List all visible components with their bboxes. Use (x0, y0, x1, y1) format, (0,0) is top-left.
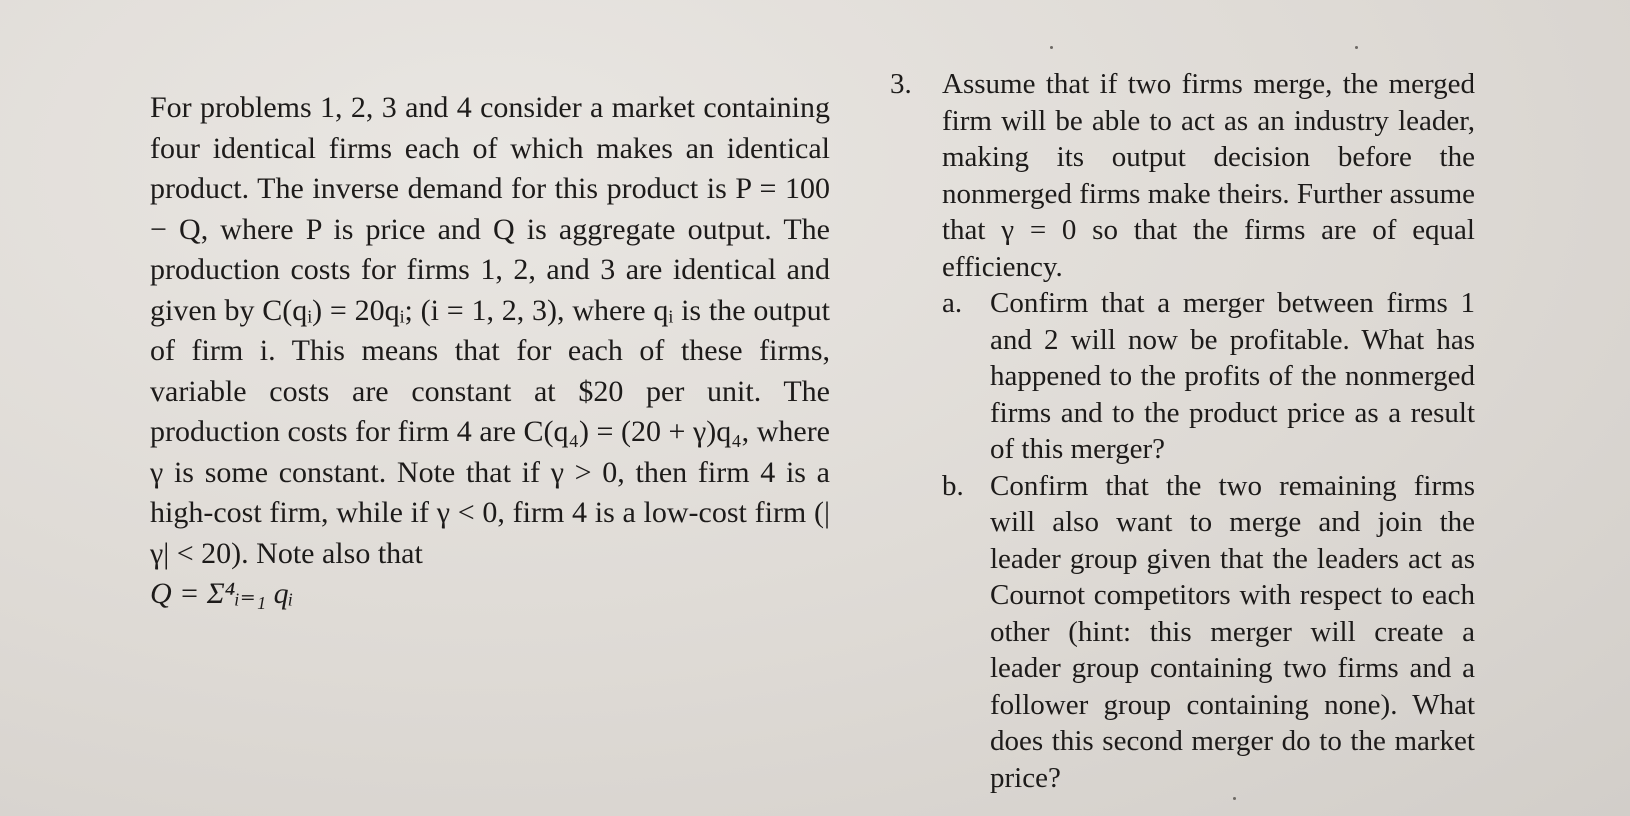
sub-question-letter: b. (942, 469, 964, 502)
paper-speck (1050, 46, 1053, 49)
problem-context-paragraph: For problems 1, 2, 3 and 4 consider a market containing four identical firms each of which makes an identical product. The inverse demand for this product is P = 100 − Q, where P is price and Q is aggregate output. The production costs for firms 1, 2, and 3 are identical and given by C(qᵢ) = 20qᵢ; (i = 1, 2, 3), where qᵢ is the output of firm i. This means that for each of these firms, variable costs are constant at $20 per unit. The production costs for firm 4 are C(q₄) = (20 + γ)q₄, where γ is some constant. Note that if γ > 0, then firm 4 is a high-cost firm, while if γ < 0, firm 4 is a low-cost firm (|γ| < 20). Note also that (150, 91, 830, 570)
aggregate-output-formula: Q = Σ⁴ᵢ₌₁ qᵢ (150, 577, 294, 610)
paper-speck (1233, 797, 1236, 800)
sub-question-letter: a. (942, 287, 963, 319)
question-column (890, 66, 1475, 796)
question-3 (890, 66, 1475, 285)
question-text: Assume that if two firms merge, the merged firm will be able to act as an industry leader, making its output decision before the nonmerged firms make theirs. Further assume that γ = 0 so that the firms are of equal efficiency. (942, 68, 1475, 283)
sub-question-a (942, 285, 1475, 468)
sub-question-text: Confirm that a merger between firms 1 and 2 will now be profitable. What has happened to the profits of the nonmerged firms and to the product price as a result of this merger? (990, 287, 1475, 465)
problem-context-column (150, 88, 830, 615)
paper-speck (1355, 46, 1358, 49)
question-number: 3. (890, 68, 912, 100)
sub-question-list (942, 285, 1475, 796)
sub-question-text: Confirm that the two remaining firms will also want to merge and join the leader group given that the leaders act as Cournot competitors with respect to each other (hint: this merger will create a leader group containing two firms and a follower group containing none). What does this second merger do to the market price? (990, 469, 1475, 794)
sub-question-b (942, 468, 1475, 797)
